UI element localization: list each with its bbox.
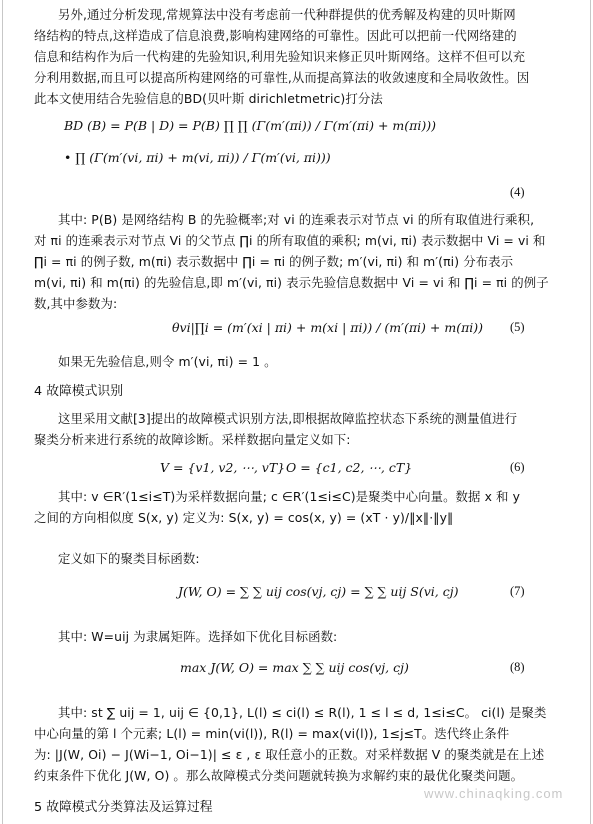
equation-5: θvi|∏i = (m′(xi | πi) + m(xi | πi)) / (m′(πi) + m(πi)) xyxy=(172,320,484,335)
section-heading-4: 4 故障模式识别 xyxy=(34,384,123,399)
text-line: 其中: P(B) 是网络结构 B 的先验概率;对 vi 的连乘表示对节点 vi 的所有取值进行乘积, xyxy=(58,212,535,227)
equation-7: J(W, O) = ∑ ∑ uij cos(vj, cj) = ∑ ∑ uij S(vi, cj) xyxy=(178,584,459,599)
equation-6-left: V = {v1, v2, ⋯, vT} xyxy=(160,460,286,475)
text-line: 另外,通过分析发现,常规算法中没有考虑前一代种群提供的优秀解及构建的贝叶斯网 xyxy=(58,7,516,22)
equation-number-8: (8) xyxy=(510,660,525,674)
paragraph-method xyxy=(34,408,562,450)
text-line: 约束条件下优化 J(W, O) 。那么故障模式分类问题就转换为求解约束的最优化聚类问题。 xyxy=(34,768,524,783)
text-line: 为: |J(W, Oi) − J(Wi−1, Oi−1)| ≤ ε , ε 取任意小的正数。对采样数据 V 的聚类就是在上述 xyxy=(34,747,545,762)
section-heading-5: 5 故障模式分类算法及运算过程 xyxy=(34,800,213,815)
text-line: 络结构的特点,这样造成了信息浪费,影响构建网络的可靠性。因此可以把前一代网络建的 xyxy=(34,28,517,43)
paragraph-definitions xyxy=(34,209,562,314)
text-line: 其中: v ∈R′(1≤i≤T)为采样数据向量; c ∈R′(1≤i≤C)是聚类中心向量。数据 x 和 y xyxy=(58,489,521,504)
equation-number-7: (7) xyxy=(510,584,525,598)
paragraph-constraints xyxy=(34,702,562,786)
text-line: 分利用数据,而且可以提高所构建网络的可靠性,从而提高算法的收敛速度和全局收敛性。因 xyxy=(34,70,530,85)
paragraph-objective: 定义如下的聚类目标函数: xyxy=(58,551,200,566)
paragraph-intro xyxy=(34,4,562,109)
equation-6-right: O = {c1, c2, ⋯, cT} xyxy=(286,460,413,475)
right-page-border xyxy=(590,0,591,824)
equation-number-6: (6) xyxy=(510,460,525,474)
text-line: ∏i = πi 的例子数, m(πi) 表示数据中 ∏i = πi 的例子数; m′(vi, πi) 和 m′(πi) 分布表示 xyxy=(34,254,514,269)
paragraph-sampling xyxy=(34,486,562,528)
watermark-text: www.chinaqking.com xyxy=(424,786,564,801)
text-line: m(vi, πi) 和 m(πi) 的先验信息,即 m′(vi, πi) 表示先验信息数据中 Vi = vi 和 ∏i = πi 的例子 xyxy=(34,275,549,290)
equation-4-line-1: BD (B) = P(B | D) = P(B) ∏ ∏ (Γ(m′(πi)) / Γ(m′(πi) + m(πi))) xyxy=(64,118,436,133)
equation-number-5: (5) xyxy=(510,320,525,334)
equation-number-4: (4) xyxy=(510,185,525,199)
text-line: 聚类分析来进行系统的故障诊断。采样数据向量定义如下: xyxy=(34,432,351,447)
equation-8: max J(W, O) = max ∑ ∑ uij cos(vj, cj) xyxy=(180,660,409,675)
text-line: 对 πi 的连乘表示对节点 Vi 的父节点 ∏i 的所有取值的乘积; m(vi, πi) 表示数据中 Vi = vi 和 xyxy=(34,233,546,248)
text-line: 之间的方向相似度 S(x, y) 定义为: S(x, y) = cos(x, y) = (xT · y)/‖x‖·‖y‖ xyxy=(34,510,454,525)
text-line: 信息和结构作为后一代构建的先验知识,利用先验知识来修正贝叶斯网络。这样不但可以充 xyxy=(34,49,526,64)
text-line: 数,其中参数为: xyxy=(34,296,118,311)
text-line: 中心向量的第 l 个元素; L(l) = min(vi(l)), R(l) = max(vi(l)), 1≤j≤T。迭代终止条件 xyxy=(34,726,510,741)
equation-4-line-2: • ∏ (Γ(m′(vi, πi) + m(vi, πi)) / Γ(m′(vi, πi))) xyxy=(64,150,331,165)
text-line: 其中: st ∑ uij = 1, uij ∈ {0,1}, L(l) ≤ ci(l) ≤ R(l), 1 ≤ l ≤ d, 1≤i≤C。 ci(l) 是聚类 xyxy=(58,705,547,720)
paragraph-membership: 其中: W=uij 为隶属矩阵。选择如下优化目标函数: xyxy=(58,629,338,644)
paragraph-no-prior: 如果无先验信息,则令 m′(vi, πi) = 1 。 xyxy=(58,354,277,369)
text-line: 此本文使用结合先验信息的BD(贝叶斯 dirichletmetric)打分法 xyxy=(34,91,383,106)
left-page-border xyxy=(2,0,3,824)
text-line: 这里采用文献[3]提出的故障模式识别方法,即根据故障监控状态下系统的测量值进行 xyxy=(58,411,518,426)
